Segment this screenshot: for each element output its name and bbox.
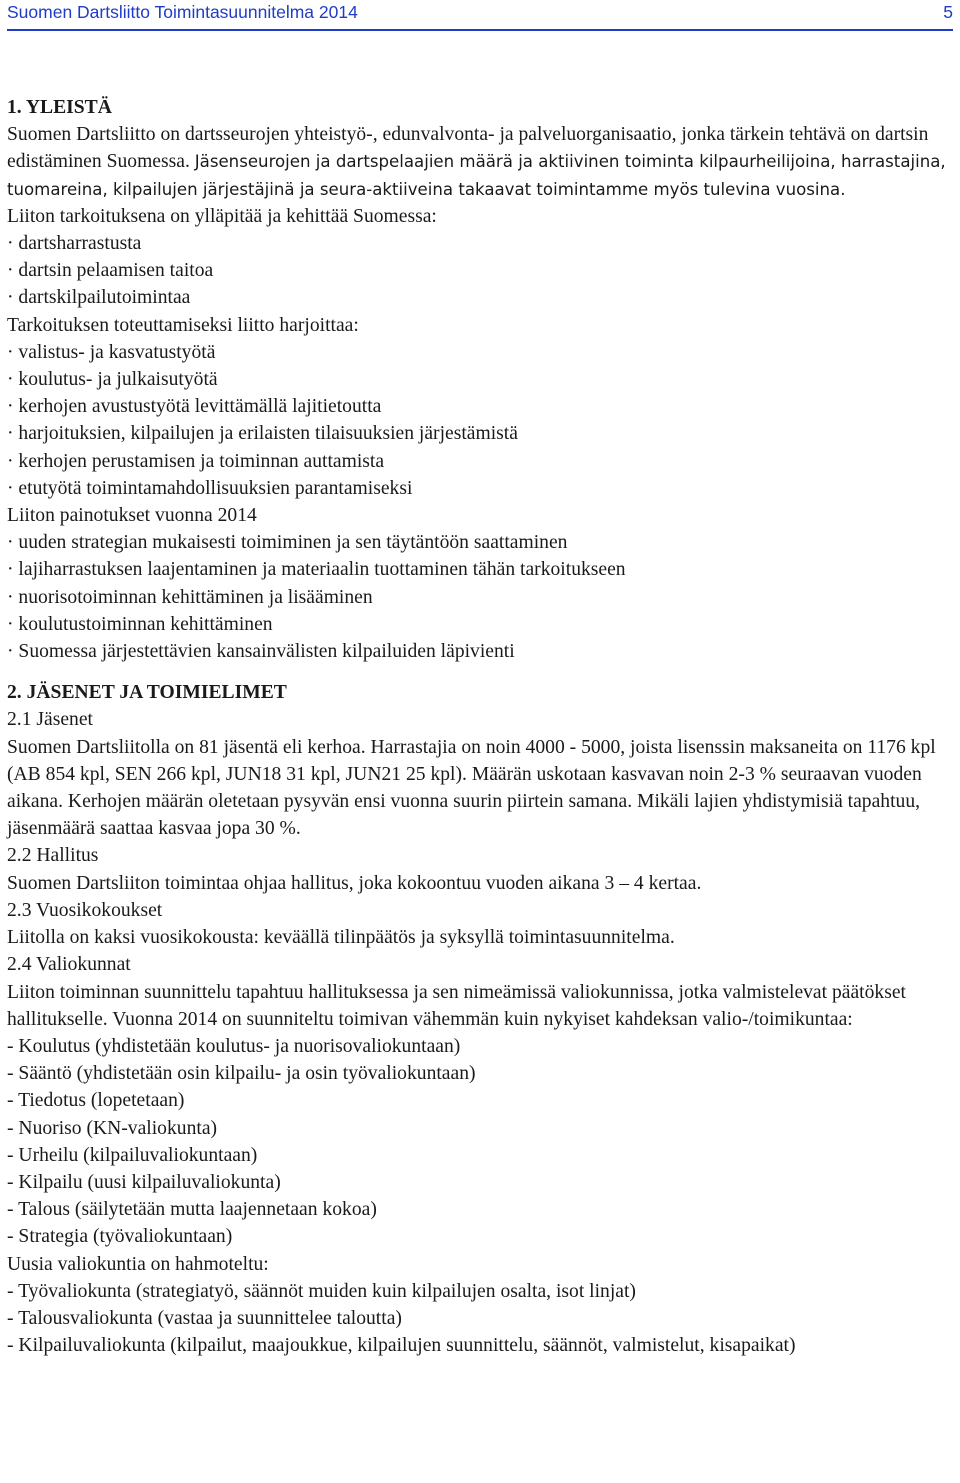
list-item: · harjoituksien, kilpailujen ja erilaisten tilaisuuksien järjestämistä (7, 423, 518, 445)
page-header (7, 0, 953, 25)
section-1-intro (7, 121, 953, 203)
list-item: · dartskilpailutoimintaa (7, 287, 191, 309)
subsection-board-title: 2.2 Hallitus (7, 845, 99, 867)
list-item: · dartsharrastusta (7, 233, 142, 255)
list-item: · kerhojen perustamisen ja toiminnan auttamista (7, 450, 385, 472)
list-item: · koulutus- ja julkaisutyötä (7, 369, 218, 391)
new-committees-lead: Uusia valiokuntia on hahmoteltu: (7, 1253, 269, 1275)
subsection-meetings-text: Liitolla on kaksi vuosikokousta: keväällä tilinpäätös ja syksyllä toimintasuunnitelma. (7, 927, 675, 949)
focus-lead: Liiton painotukset vuonna 2014 (7, 505, 257, 527)
list-item: - Työvaliokunta (strategiatyö, säännöt muiden kuin kilpailujen osalta, isot linjat) (7, 1280, 636, 1302)
list-item: · uuden strategian mukaisesti toimiminen ja sen täytäntöön saattaminen (7, 532, 568, 554)
list-item: · dartsin pelaamisen taitoa (7, 260, 214, 282)
intro-sentence-1: Suomen Dartsliitto on dartsseurojen yhteistyö-, edunvalvonta- ja palveluorganisaatio, jonka tärkein tehtävä on dartsin edistäminen Suomessa. (7, 124, 929, 173)
section-2-heading: 2. JÄSENET JA TOIMIELIMET (7, 682, 287, 704)
list-item: · valistus- ja kasvatustyötä (7, 341, 216, 363)
list-item: - Nuoriso (KN-valiokunta) (7, 1117, 218, 1139)
list-item: - Kilpailuvaliokunta (kilpailut, maajoukkue, kilpailujen suunnittelu, säännöt, valmistelut, kisapaikat) (7, 1335, 796, 1357)
section-1-heading: 1. YLEISTÄ (7, 97, 112, 118)
list-item: - Tiedotus (lopetetaan) (7, 1090, 185, 1112)
intro-sentence-2: Jäsenseurojen ja dartspelaajien määrä ja aktiivinen toiminta kilpaurheilijoina, harrastajina, tuomareina, kilpailujen järjestäjinä ja seura-aktiiveina takaavat toimintamme myös tulevina vuosina. (7, 152, 946, 199)
list-item: - Sääntö (yhdistetään osin kilpailu- ja osin työvaliokuntaan) (7, 1063, 476, 1085)
subsection-meetings-title: 2.3 Vuosikokoukset (7, 899, 163, 921)
list-item: · nuorisotoiminnan kehittäminen ja lisääminen (7, 586, 373, 608)
list-item: - Talous (säilytetään mutta laajennetaan kokoa) (7, 1199, 377, 1221)
subsection-board-text: Suomen Dartsliiton toimintaa ohjaa hallitus, joka kokoontuu vuoden aikana 3 – 4 kertaa. (7, 872, 702, 894)
subsection-members-text: Suomen Dartsliitolla on 81 jäsentä eli kerhoa. Harrastajia on noin 4000 - 5000, joista lisenssin maksaneita on 1176 kpl (AB 854 kpl, SEN 266 kpl, JUN18 31 kpl, JUN21 25 kpl). Määrän uskotaan kasvavan noin 2-3 % seuraavan vuoden aikana. Kerhojen määrän oletetaan pysyvän ensi vuonna suurin piirtein samana. Mikäli lajien yhdistymisiä tapahtuu, jäsenmäärä saattaa kasvaa jopa 30 %. (7, 736, 936, 840)
list-item: · kerhojen avustustyötä levittämällä lajitietoutta (7, 396, 382, 418)
section-spacer (7, 665, 953, 679)
list-item: · lajiharrastuksen laajentaminen ja materiaalin tuottaminen tähän tarkoitukseen (7, 559, 626, 581)
list-item: - Koulutus (yhdistetään koulutus- ja nuorisovaliokuntaan) (7, 1035, 461, 1057)
list-item: - Kilpailu (uusi kilpailuvaliokunta) (7, 1171, 281, 1193)
means-lead: Tarkoituksen toteuttamiseksi liitto harjoittaa: (7, 314, 359, 336)
subsection-committees-title: 2.4 Valiokunnat (7, 954, 131, 976)
header-rule (7, 29, 953, 31)
list-item: · etutyötä toimintamahdollisuuksien parantamiseksi (7, 477, 413, 499)
subsection-committees-text: Liiton toiminnan suunnittelu tapahtuu hallituksessa ja sen nimeämissä valiokunnissa, jotka valmistelevat päätökset hallitukselle. Vuonna 2014 on suunniteltu toimivan vähemmän kuin nykyiset kahdeksan valio-/toimikuntaa: (7, 981, 906, 1030)
list-item: - Talousvaliokunta (vastaa ja suunnittelee taloutta) (7, 1307, 402, 1329)
list-item: - Urheilu (kilpailuvaliokuntaan) (7, 1144, 258, 1166)
header-title: Suomen Dartsliitto Toimintasuunnitelma 2014 (7, 2, 358, 22)
purpose-lead: Liiton tarkoituksena on ylläpitää ja kehittää Suomessa: (7, 205, 437, 227)
subsection-members-title: 2.1 Jäsenet (7, 709, 93, 731)
list-item: · Suomessa järjestettävien kansainvälisten kilpailuiden läpivienti (7, 641, 515, 663)
list-item: · koulutustoiminnan kehittäminen (7, 613, 273, 635)
list-item: - Strategia (työvaliokuntaan) (7, 1226, 233, 1248)
document-body (7, 94, 953, 1359)
page-number: 5 (943, 2, 953, 22)
